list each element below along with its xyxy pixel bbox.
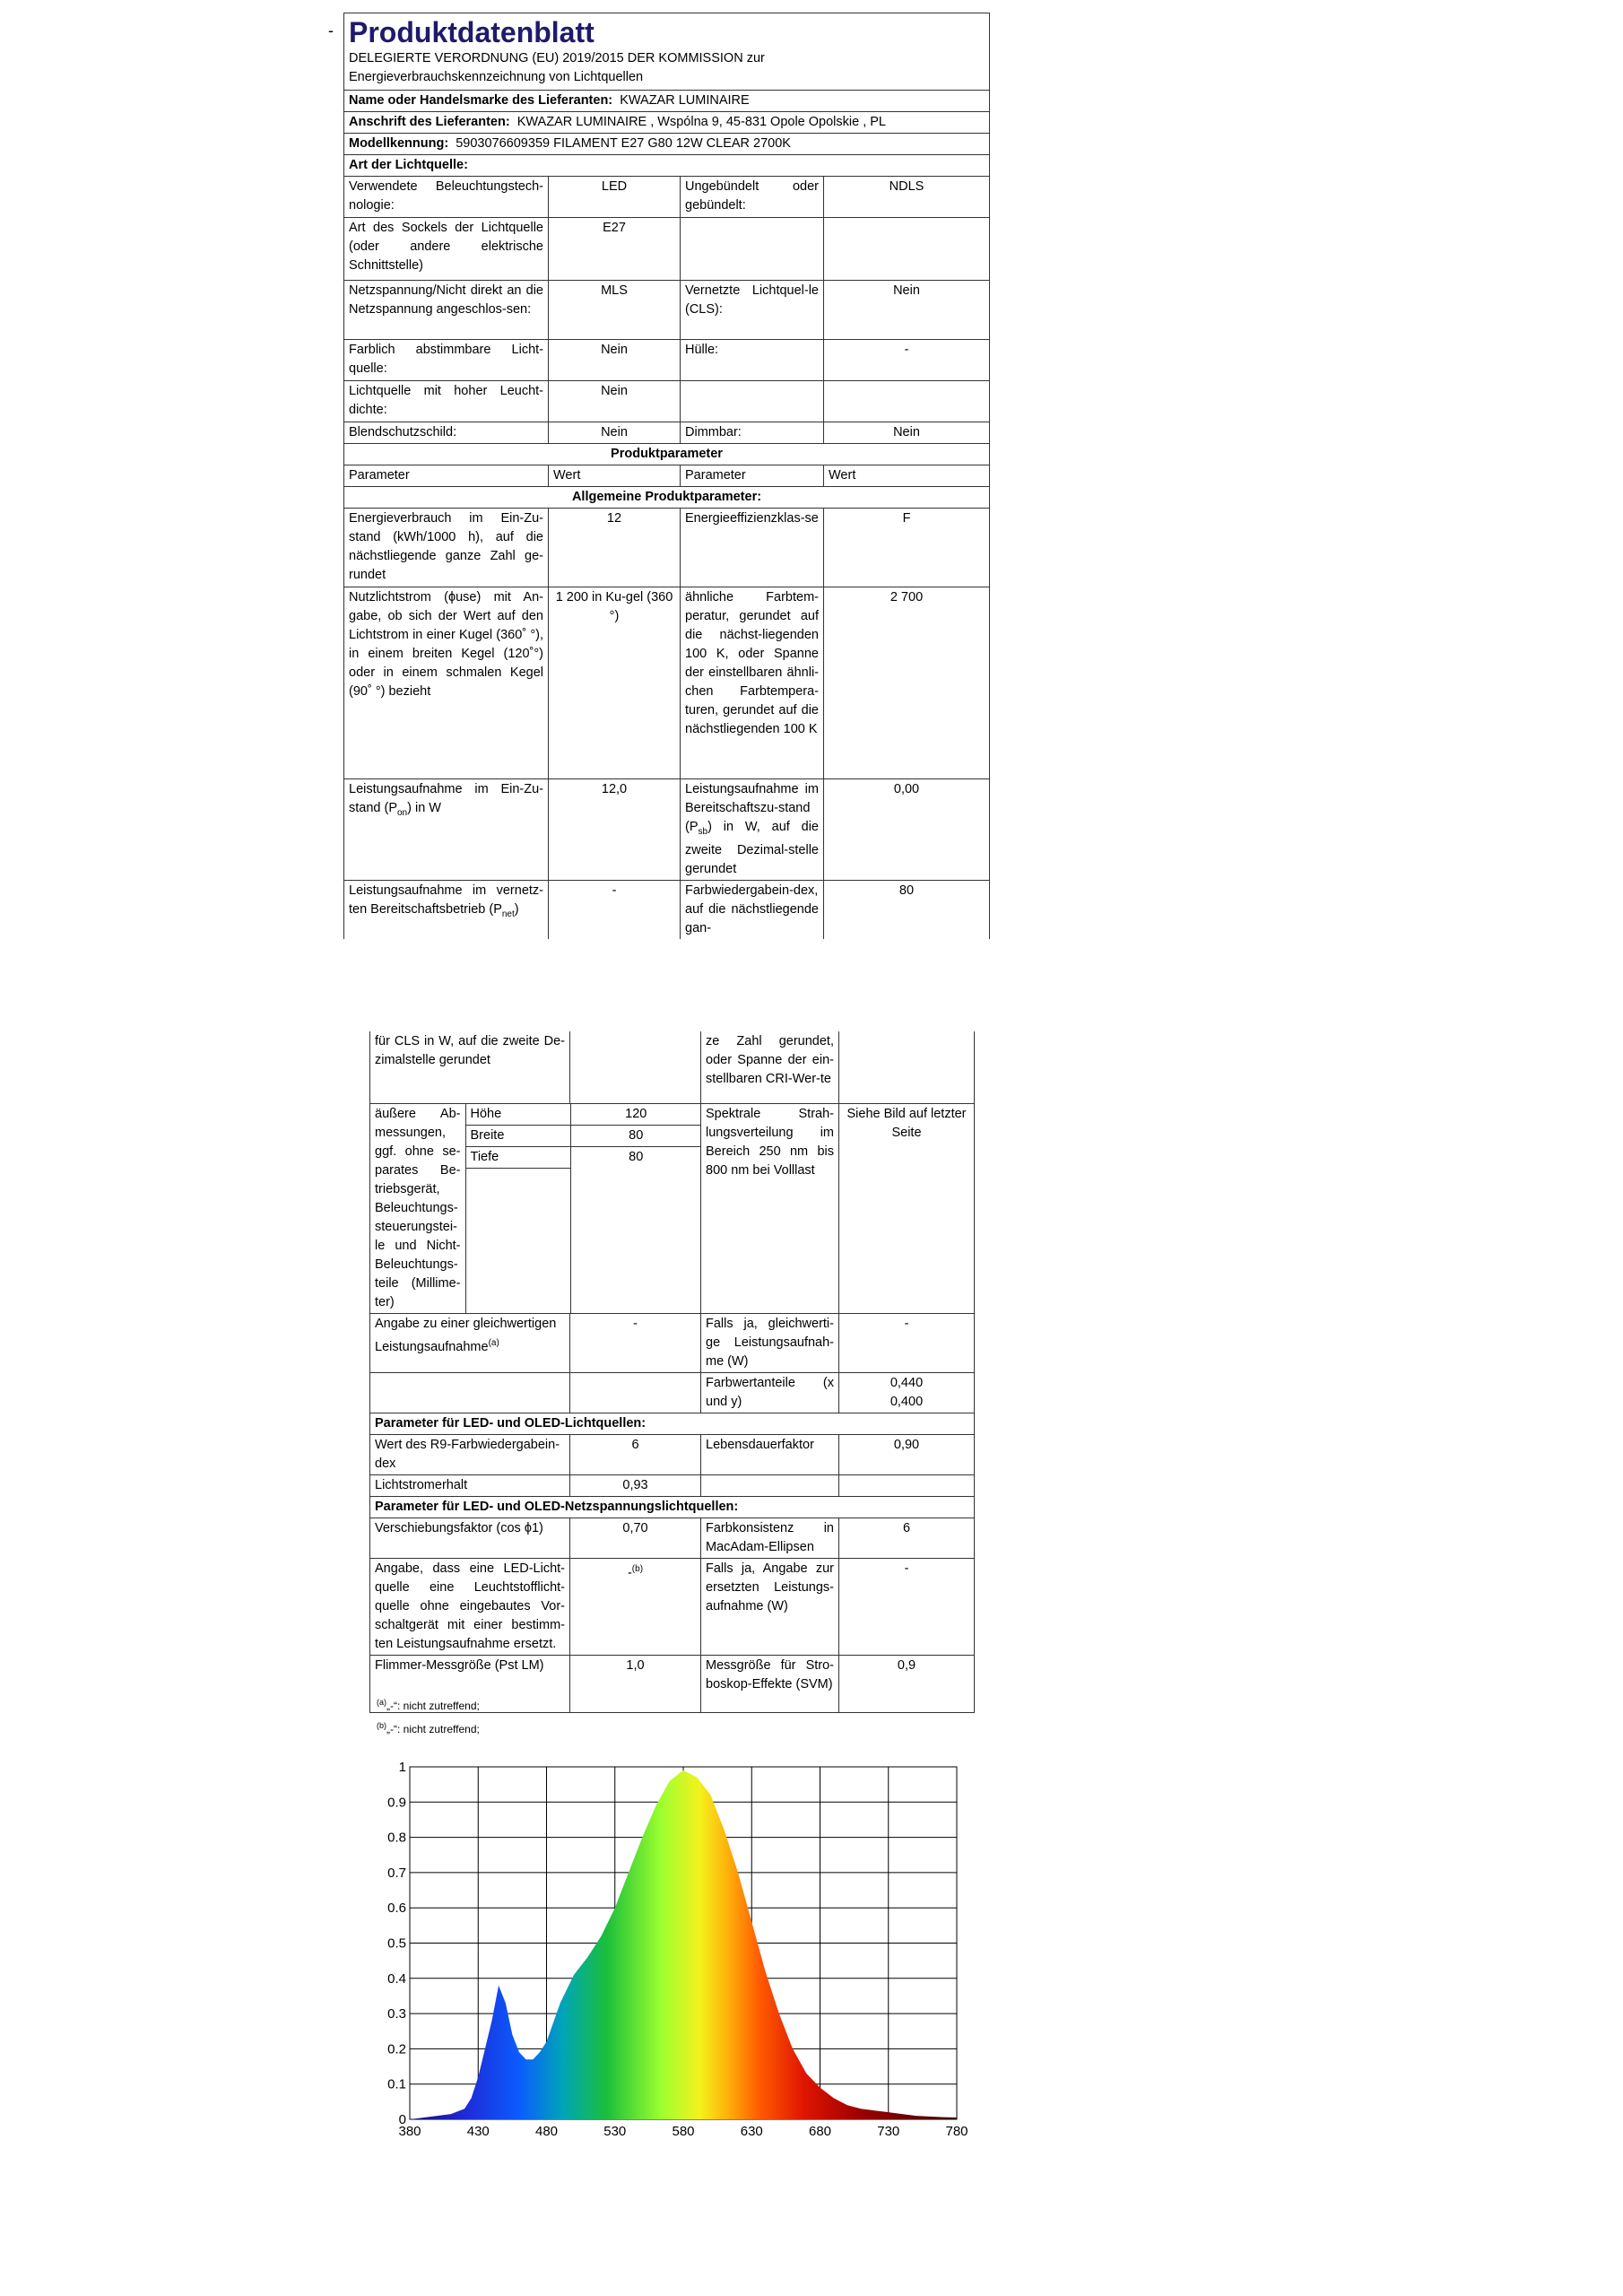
table-row — [344, 509, 990, 587]
column-header: Parameter — [344, 465, 549, 487]
table-row — [344, 779, 990, 881]
x-tick-label: 630 — [740, 2124, 763, 2139]
table-row — [370, 1372, 975, 1413]
param-value: 0,93 — [570, 1474, 701, 1496]
param-value: 12,0 — [549, 779, 681, 881]
y-tick-label: 1 — [398, 1760, 406, 1775]
param-label: Lebensdauerfaktor — [701, 1434, 839, 1474]
table-row — [370, 1558, 975, 1655]
param-label: Farblich abstimmbare Licht-quelle: — [344, 340, 549, 381]
x-tick-label: 730 — [877, 2124, 900, 2139]
page-title: Produktdatenblatt — [349, 16, 595, 48]
column-header: Wert — [549, 465, 681, 487]
param-label: Ungebündelt oder gebündelt: — [681, 177, 824, 218]
table-row — [344, 340, 990, 381]
param-value — [824, 218, 990, 281]
column-header: Parameter — [681, 465, 824, 487]
y-tick-label: 0.2 — [387, 2041, 406, 2057]
footnote-b: $^{(b)}$„-“: nicht zutreffend; — [377, 1721, 480, 1735]
footnotes — [377, 1692, 480, 1739]
dimension-value: 80 — [570, 1125, 701, 1146]
param-value: 0,70 — [570, 1518, 701, 1558]
param-label: Leistungsaufnahme im vernetz-ten Bereitschaftsbetrieb $(P_{net})$ — [344, 880, 549, 939]
param-value: - — [839, 1313, 975, 1372]
param-value: - — [549, 880, 681, 939]
spectral-distribution-chart — [369, 1758, 979, 2152]
param-label: Spektrale Strah-lungsverteilung im Bereich 250 nm bis 800 nm bei Volllast — [701, 1103, 839, 1313]
param-label: Nutzlichtstrom (ϕuse) mit An-gabe, ob sich der Wert auf den Lichtstrom in einer Kugel (360˚ °), in einem breiten Kegel (120˚°) oder in einem schmalen Kegel (90˚ °) bezieht — [344, 587, 549, 779]
model-value: 5903076609359 FILAMENT E27 G80 12W CLEAR 2700K — [456, 136, 791, 151]
param-label: Verwendete Beleuchtungstech-nologie: — [344, 177, 549, 218]
param-label: Art des Sockels der Lichtquelle (oder andere elektrische Schnittstelle) — [344, 218, 549, 281]
param-value: LED — [549, 177, 681, 218]
datasheet-page-1 — [343, 13, 989, 939]
param-value — [824, 381, 990, 422]
param-label: Leistungsaufnahme im Ein-Zu-stand $(P_{on})$ in W — [344, 779, 549, 881]
datasheet-table-1 — [343, 13, 990, 939]
param-value: E27 — [549, 218, 681, 281]
table-header-row — [344, 465, 990, 487]
param-value: 1,0 — [570, 1655, 701, 1712]
x-tick-label: 530 — [603, 2124, 627, 2139]
param-value: 0,90 — [839, 1434, 975, 1474]
y-tick-label: 0.1 — [387, 2076, 406, 2092]
dimension-name: Breite — [465, 1125, 570, 1146]
x-tick-label: 580 — [672, 2124, 695, 2139]
x-tick-label: 680 — [808, 2124, 832, 2139]
param-value: Nein — [824, 422, 990, 444]
table-row — [344, 218, 990, 281]
param-value: - — [570, 1313, 701, 1372]
supplier-address-row — [344, 112, 990, 134]
y-tick-label: 0 — [398, 2112, 406, 2127]
param-label: Dimmbar: — [681, 422, 824, 444]
y-tick-label: 0.5 — [387, 1935, 406, 1952]
param-label — [681, 218, 824, 281]
supplier-address-value: KWAZAR LUMINAIRE , Wspólna 9, 45-831 Opole Opolskie , PL — [516, 115, 886, 129]
param-label: Lichtstromerhalt — [370, 1474, 570, 1496]
param-label: Farbwertanteile (x und y) — [701, 1372, 839, 1413]
param-value: MLS — [549, 281, 681, 340]
param-label: Farbkonsistenz in MacAdam-Ellipsen — [701, 1518, 839, 1558]
table-row — [370, 1103, 975, 1313]
param-label: ähnliche Farbtem-peratur, gerundet auf die nächst-liegenden 100 K, oder Spanne der einstellbaren ähnli-chen Farbtempera-turen, gerundet auf die nächstliegenden 100 K — [681, 587, 824, 779]
column-header: Wert — [824, 465, 990, 487]
x-tick-label: 380 — [398, 2124, 421, 2139]
param-value: F — [824, 509, 990, 587]
param-label: Flimmer-Messgröße (Pst LM) — [370, 1655, 570, 1712]
param-label: Hülle: — [681, 340, 824, 381]
x-tick-label: 780 — [945, 2124, 968, 2139]
param-label: Leistungsaufnahme im Bereitschaftszu-stand $(P_{sb})$ in W, auf die zweite Dezimal-stelle gerundet — [681, 779, 824, 881]
datasheet-page-2 — [369, 1031, 974, 1713]
param-value: 80 — [824, 880, 990, 939]
corner-mark: - — [328, 22, 334, 39]
param-value: 12 — [549, 509, 681, 587]
table-row — [370, 1313, 975, 1372]
param-value: 6 — [839, 1518, 975, 1558]
param-value: 0,00 — [824, 779, 990, 881]
x-tick-label: 430 — [466, 2124, 490, 2139]
table-row — [370, 1518, 975, 1558]
table-row — [344, 880, 990, 939]
param-label: Blendschutzschild: — [344, 422, 549, 444]
model-label: Modellkennung: — [349, 136, 449, 151]
y-tick-label: 0.4 — [387, 1970, 406, 1987]
param-value: -$^{(b)}$ — [570, 1558, 701, 1655]
y-tick-label: 0.3 — [387, 2006, 406, 2022]
dimensions-label: äußere Ab-messungen, ggf. ohne se-parates Be-triebsgerät, Beleuchtungs-steuerungstei-le und Nicht-Beleuchtungs-teile (Millime-ter) — [370, 1104, 465, 1313]
param-value: 0,9 — [839, 1655, 975, 1712]
param-value: 6 — [570, 1434, 701, 1474]
y-tick-label: 0.7 — [387, 1865, 406, 1881]
param-label: Energieeffizienzklas-se — [681, 509, 824, 587]
y-tick-label: 0.9 — [387, 1795, 406, 1811]
param-value: 2 700 — [824, 587, 990, 779]
param-label: für CLS in W, auf die zweite De-zimalstelle gerundet — [370, 1031, 570, 1103]
regulation-text: DELEGIERTE VERORDNUNG (EU) 2019/2015 DER KOMMISSION zur Energieverbrauchskennzeichnung von Lichtquellen — [349, 51, 765, 84]
table-row — [370, 1474, 975, 1496]
model-row — [344, 134, 990, 155]
param-label: Farbwiedergabein-dex, auf die nächstliegende gan- — [681, 880, 824, 939]
param-value: Nein — [824, 281, 990, 340]
product-heading: Produktparameter — [344, 444, 990, 465]
param-value: Nein — [549, 422, 681, 444]
param-label: Lichtquelle mit hoher Leucht-dichte: — [344, 381, 549, 422]
table-row — [344, 587, 990, 779]
lightsource-heading: Art der Lichtquelle: — [344, 155, 990, 177]
y-tick-label: 0.8 — [387, 1830, 406, 1846]
table-row — [370, 1434, 975, 1474]
supplier-name-label: Name oder Handelsmarke des Lieferanten: — [349, 93, 613, 108]
footnote-a: $^{(a)}$„-“: nicht zutreffend; — [377, 1698, 480, 1712]
param-value: 0,440 0,400 — [839, 1372, 975, 1413]
param-value: - — [839, 1558, 975, 1655]
param-label: Netzspannung/Nicht direkt an die Netzspannung angeschlos-sen: — [344, 281, 549, 340]
param-label: Angabe zu einer gleichwertigen Leistungsaufnahme$^{(a)}$ — [370, 1313, 570, 1372]
param-value: Siehe Bild auf letzter Seite — [839, 1103, 975, 1313]
param-label: Angabe, dass eine LED-Licht-quelle eine Leuchtstofflicht-quelle ohne eingebautes Vor-schaltgerät mit einer bestimm-ten Leistungsaufnahme ersetzt. — [370, 1558, 570, 1655]
table-row — [370, 1031, 975, 1103]
param-label: ze Zahl gerundet, oder Spanne der ein-stellbaren CRI-Wer-te — [701, 1031, 839, 1103]
supplier-name-row — [344, 91, 990, 112]
param-value: NDLS — [824, 177, 990, 218]
datasheet-table-2 — [369, 1031, 975, 1713]
y-tick-label: 0.6 — [387, 1900, 406, 1917]
param-value: - — [824, 340, 990, 381]
dimension-value: 120 — [570, 1104, 701, 1126]
supplier-name-value: KWAZAR LUMINAIRE — [620, 93, 750, 108]
table-row — [344, 281, 990, 340]
general-heading: Allgemeine Produktparameter: — [344, 487, 990, 509]
param-label: Vernetzte Lichtquel-le (CLS): — [681, 281, 824, 340]
param-label: Messgröße für Stro-boskop-Effekte (SVM) — [701, 1655, 839, 1712]
dimensions-table — [370, 1104, 701, 1313]
dimension-name: Höhe — [465, 1104, 570, 1126]
param-label: Falls ja, gleichwerti-ge Leistungsaufnah-me (W) — [701, 1313, 839, 1372]
param-value: 1 200 in Ku-gel (360 °) — [549, 587, 681, 779]
param-label: Wert des R9-Farbwiedergabein-dex — [370, 1434, 570, 1474]
param-value: Nein — [549, 381, 681, 422]
supplier-address-label: Anschrift des Lieferanten: — [349, 115, 510, 129]
param-label: Energieverbrauch im Ein-Zu-stand (kWh/1000 h), auf die nächstliegende ganze Zahl ge-rundet — [344, 509, 549, 587]
x-tick-label: 480 — [534, 2124, 559, 2139]
param-label — [681, 381, 824, 422]
param-value: Nein — [549, 340, 681, 381]
led-heading: Parameter für LED- und OLED-Lichtquellen: — [370, 1413, 975, 1434]
mains-heading: Parameter für LED- und OLED-Netzspannungslichtquellen: — [370, 1496, 975, 1518]
table-row — [344, 381, 990, 422]
param-label: Falls ja, Angabe zur ersetzten Leistungs-aufnahme (W) — [701, 1558, 839, 1655]
table-row — [344, 422, 990, 444]
table-row — [344, 177, 990, 218]
dimension-name: Tiefe — [465, 1146, 570, 1168]
dimension-value: 80 — [570, 1146, 701, 1168]
param-label: Verschiebungsfaktor (cos ϕ1) — [370, 1518, 570, 1558]
